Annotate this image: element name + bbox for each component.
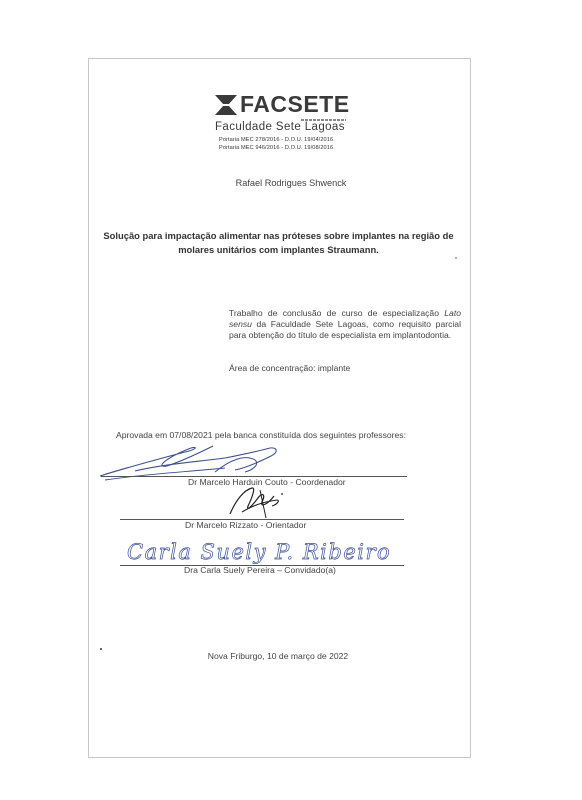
concentration-area: Área de concentração: implante [229,363,351,373]
facsete-emblem-icon [215,95,237,115]
purpose-text-before: Trabalho de conclusão de curso de especialização [229,308,445,318]
logo-portaria-2: Portaria MEC 946/2016 - D.O.U. 19/08/2016 [219,145,334,151]
thesis-title-line: molares unitários com implantes Straumann. [178,244,379,255]
logo-name: FACSETE [240,91,350,117]
facsete-logo [215,91,350,157]
signature-label-coordinator: Dr Marcelo Harduin Couto - Coordenador [188,477,346,487]
author-name: Rafael Rodrigues Shwenck [235,178,347,188]
purpose-italic: Lato sensu [229,308,461,330]
place-and-date: Nova Friburgo, 10 de março de 2022 [207,651,349,661]
purpose-text-after: da Faculdade Sete Lagoas, como requisito parcial para obtenção do título de especialista em implantodontia. [229,319,461,341]
signature-label-guest: Dra Carla Suely Pereira – Convidado(a) [184,565,336,575]
logo-subtitle: Faculdade Sete Lagoas [215,121,345,133]
logo-portaria-1: Portaria MEC 278/2016 - D.O.U. 19/04/2016 [219,137,334,143]
signature-advisor [222,482,292,522]
approval-statement: Aprovada em 07/08/2021 pela banca constituída dos seguintes professores: [116,430,406,440]
thesis-title [98,229,459,257]
scan-dot [100,648,102,650]
thesis-title-line: Solução para impactação alimentar nas próteses sobre implantes na região de [103,230,454,241]
scan-speck [455,257,457,259]
signature-label-advisor: Dr Marcelo Rizzato - Orientador [185,520,307,530]
purpose-statement [229,308,461,342]
signature-guest-text: Carla Suely P. Ribeiro [127,540,392,564]
